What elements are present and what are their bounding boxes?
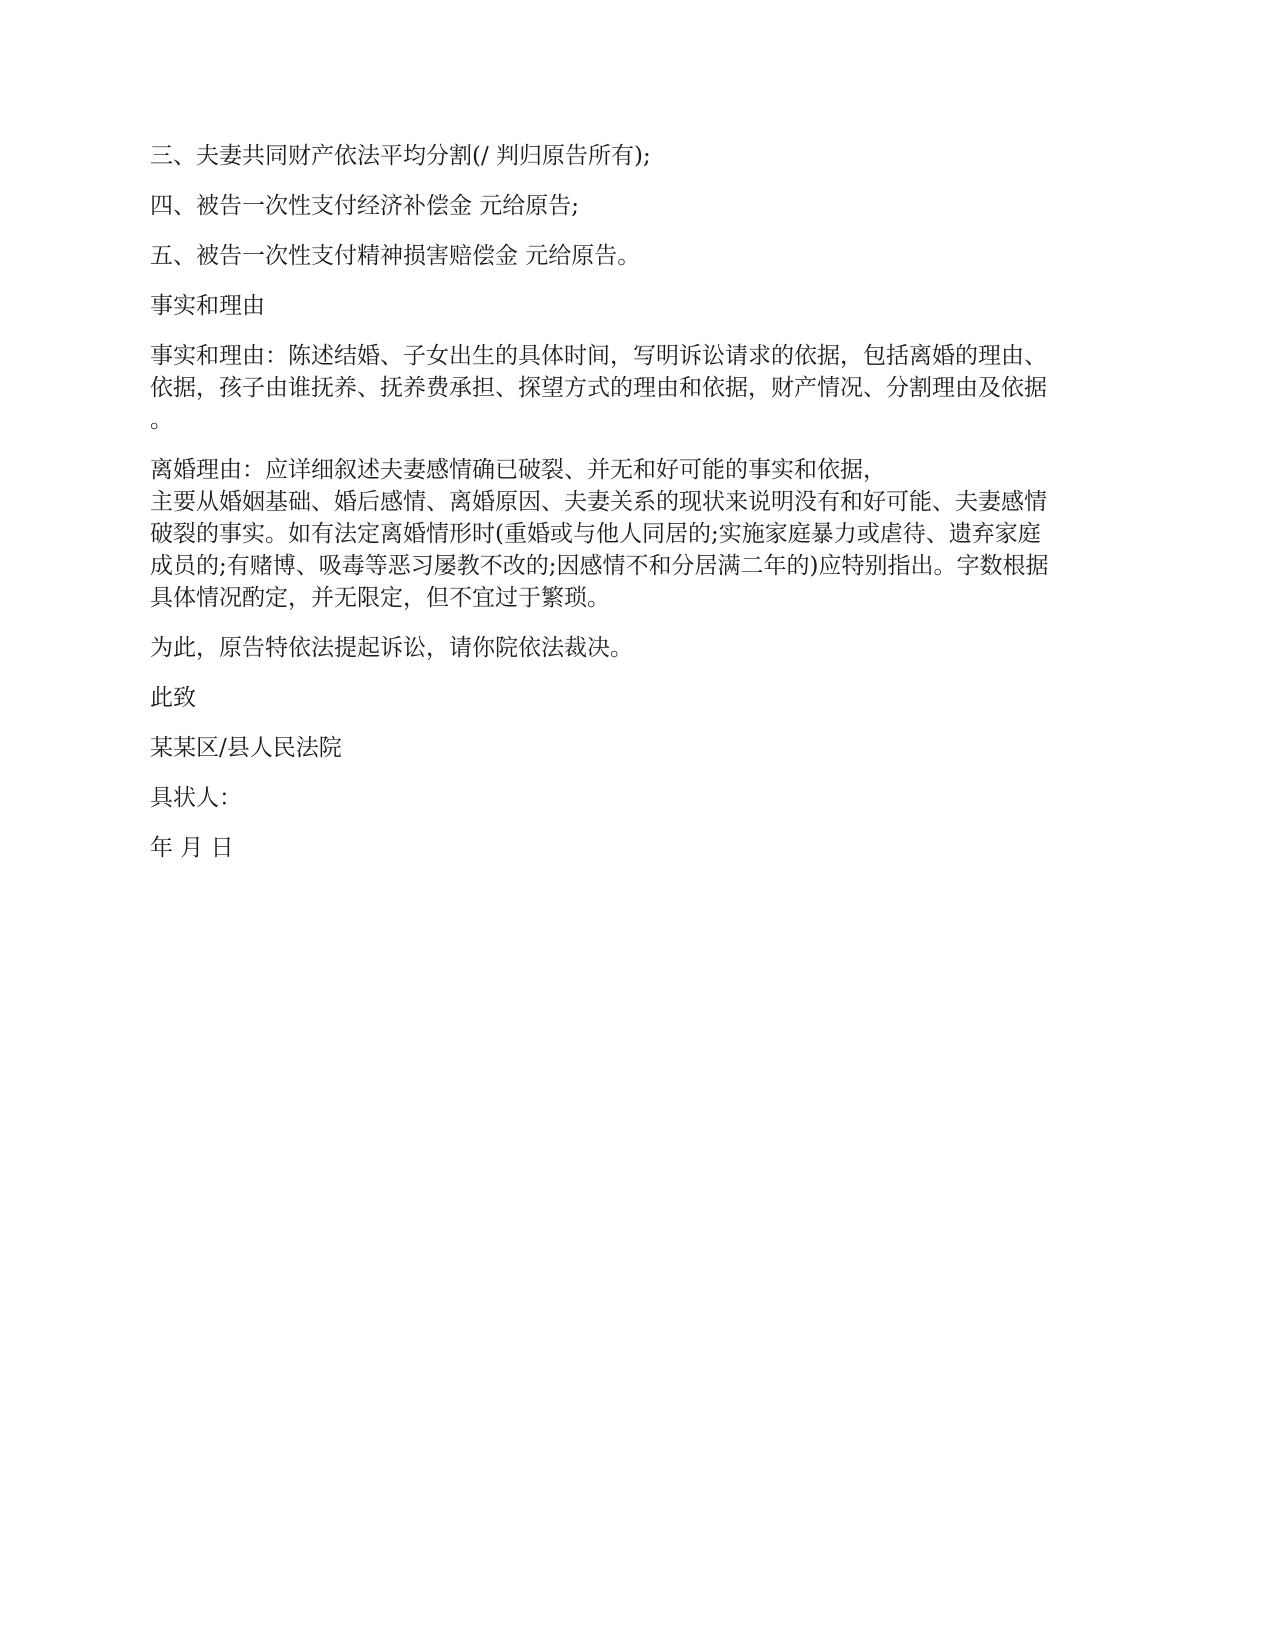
text-line: 破裂的事实。如有法定离婚情形时(重婚或与他人同居的;实施家庭暴力或虐待、遗弃家庭 [150,521,1041,547]
conclusion-paragraph [150,632,1125,664]
text-line: 具体情况酌定，并无限定，但不宜过于繁琐。 [150,585,610,611]
text-line: 某某区/县人民法院 [150,735,342,761]
document-body [150,140,1125,882]
text-line: 三、夫妻共同财产依法平均分割(/ 判归原告所有); [150,143,651,169]
claim-item-3 [150,140,1125,172]
text-line: 此致 [150,685,196,711]
court-name [150,732,1125,764]
text-line: 为此，原告特依法提起诉讼，请你院依法裁决。 [150,635,633,661]
text-line: 四、被告一次性支付经济补偿金 元给原告; [150,193,580,219]
divorce-reason-paragraph [150,454,1125,614]
text-line: 离婚理由：应详细叙述夫妻感情确已破裂、并无和好可能的事实和依据， [150,457,886,483]
text-line: 依据，孩子由谁抚养、抚养费承担、探望方式的理由和依据，财产情况、分割理由及依据 [150,375,1047,401]
text-line: 年 月 日 [150,835,234,861]
facts-paragraph [150,340,1125,436]
date-line [150,832,1125,864]
text-line: 事实和理由 [150,293,265,319]
text-line: 五、被告一次性支付精神损害赔偿金 元给原告。 [150,243,641,269]
salutation [150,682,1125,714]
signer-label [150,782,1125,814]
text-line: 事实和理由：陈述结婚、子女出生的具体时间，写明诉讼请求的依据，包括离婚的理由、 [150,343,1047,369]
claim-item-5 [150,240,1125,272]
text-line: 。 [150,407,173,433]
text-line: 主要从婚姻基础、婚后感情、离婚原因、夫妻关系的现状来说明没有和好可能、夫妻感情 [150,489,1047,515]
claim-item-4 [150,190,1125,222]
section-heading [150,290,1125,322]
text-line: 具状人： [150,785,242,811]
text-line: 成员的;有赌博、吸毒等恶习屡教不改的;因感情不和分居满二年的)应特别指出。字数根据 [150,553,1049,579]
